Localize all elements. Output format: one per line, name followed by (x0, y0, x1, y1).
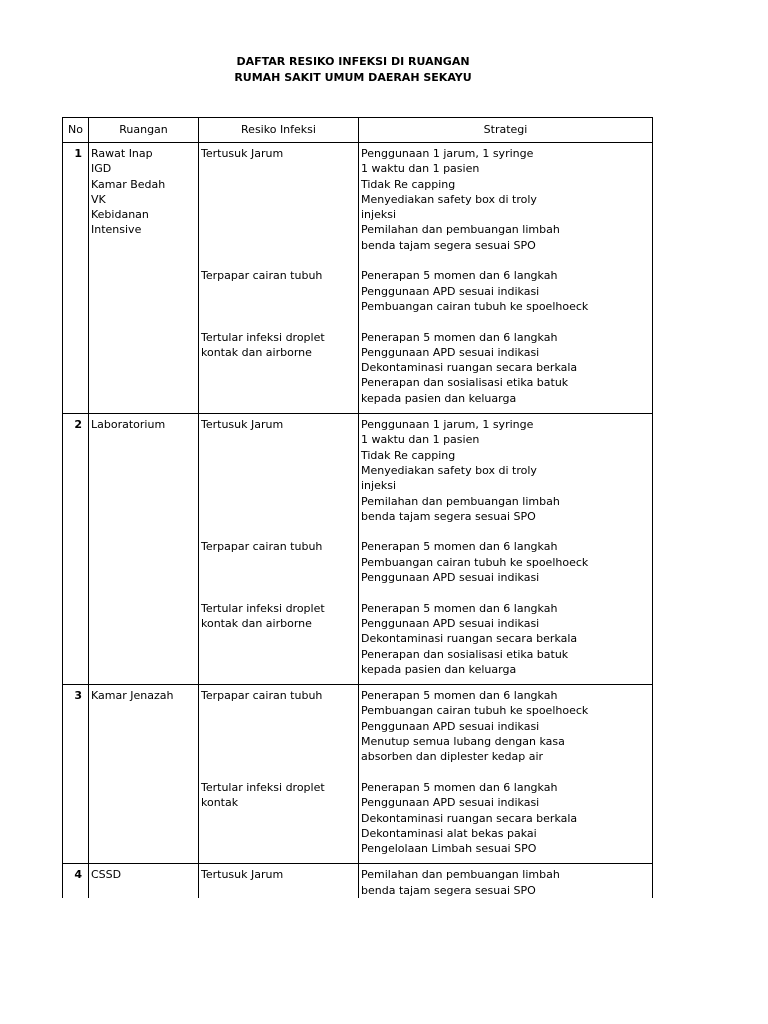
header-no: No (63, 118, 89, 143)
strategy-item: Penerapan 5 momen dan 6 langkah Pembuangan cairan tubuh ke spoelhoeck Penggunaan APD sesuai indikasi (361, 540, 589, 585)
header-resiko-infeksi: Resiko Infeksi (199, 118, 359, 143)
risk-cell (199, 864, 359, 898)
strategy-item: Penerapan 5 momen dan 6 langkah Pembuangan cairan tubuh ke spoelhoeck Penggunaan APD sesuai indikasi Menutup semua lubang dengan kasa absorben dan diplester kedap air (361, 689, 589, 764)
row-number: 3 (63, 685, 89, 864)
risk-table (62, 117, 653, 898)
risk-item: Terpapar cairan tubuh (201, 689, 323, 703)
strategy-cell (359, 143, 653, 414)
strategy-item: Penggunaan 1 jarum, 1 syringe 1 waktu dan 1 pasien Tidak Re capping Menyediakan safety box di troly injeksi Pemilahan dan pembuangan limbah benda tajam segera sesuai SPO (361, 418, 560, 523)
room-names: CSSD (89, 864, 199, 898)
strategy-item: Pemilahan dan pembuangan limbah benda tajam segera sesuai SPO (361, 868, 560, 897)
risk-item: Tertular infeksi droplet kontak dan airborne (201, 601, 325, 630)
table-header-row (63, 118, 653, 143)
strategy-cell (359, 414, 653, 685)
strategy-item: Penerapan 5 momen dan 6 langkah Penggunaan APD sesuai indikasi Dekontaminasi ruangan secara berkala Dekontaminasi alat bekas pakai Pengelolaan Limbah sesuai SPO (361, 780, 578, 856)
table-row (63, 685, 653, 864)
group-gap (361, 765, 652, 780)
group-gap (361, 524, 652, 539)
title-line-1: DAFTAR RESIKO INFEKSI DI RUANGAN (236, 55, 470, 68)
strategy-item: Penggunaan 1 jarum, 1 syringe 1 waktu dan 1 pasien Tidak Re capping Menyediakan safety box di troly injeksi Pemilahan dan pembuangan limbah benda tajam segera sesuai SPO (361, 147, 560, 252)
strategy-cell (359, 864, 653, 898)
group-gap (201, 765, 358, 780)
room-names: Rawat Inap IGD Kamar Bedah VK Kebidanan Intensive (89, 143, 199, 414)
risk-cell (199, 414, 359, 685)
risk-item: Terpapar cairan tubuh (201, 269, 323, 283)
group-gap (201, 524, 358, 539)
strategy-item: Penerapan 5 momen dan 6 langkah Penggunaan APD sesuai indikasi Pembuangan cairan tubuh ke spoelhoeck (361, 269, 589, 313)
strategy-cell (359, 685, 653, 864)
risk-item: Tertusuk Jarum (201, 418, 284, 432)
table-body (63, 143, 653, 899)
risk-cell (199, 143, 359, 414)
room-names: Laboratorium (89, 414, 199, 685)
risk-cell (199, 685, 359, 864)
group-gap (361, 253, 652, 268)
header-ruangan: Ruangan (89, 118, 199, 143)
risk-item: Tertusuk Jarum (201, 147, 284, 160)
risk-item: Terpapar cairan tubuh (201, 540, 323, 554)
table-row (63, 143, 653, 414)
group-gap (201, 253, 358, 268)
document-title (0, 54, 706, 85)
risk-item: Tertusuk Jarum (201, 868, 284, 882)
group-gap (361, 314, 652, 329)
group-gap (201, 585, 358, 600)
strategy-item: Penerapan 5 momen dan 6 langkah Penggunaan APD sesuai indikasi Dekontaminasi ruangan secara berkala Penerapan dan sosialisasi etika batuk kepada pasien dan keluarga (361, 601, 578, 676)
title-line-2: RUMAH SAKIT UMUM DAERAH SEKAYU (234, 70, 472, 84)
risk-item: Tertular infeksi droplet kontak dan airborne (201, 330, 325, 359)
table-row (63, 864, 653, 898)
room-names: Kamar Jenazah (89, 685, 199, 864)
header-strategi: Strategi (359, 118, 653, 143)
group-gap (201, 314, 358, 329)
table-row (63, 414, 653, 685)
row-number: 2 (63, 414, 89, 685)
row-number: 4 (63, 864, 89, 898)
risk-item: Tertular infeksi droplet kontak (201, 780, 325, 810)
group-gap (361, 585, 652, 600)
strategy-item: Penerapan 5 momen dan 6 langkah Penggunaan APD sesuai indikasi Dekontaminasi ruangan secara berkala Penerapan dan sosialisasi etika batuk kepada pasien dan keluarga (361, 330, 578, 405)
row-number: 1 (63, 143, 89, 414)
